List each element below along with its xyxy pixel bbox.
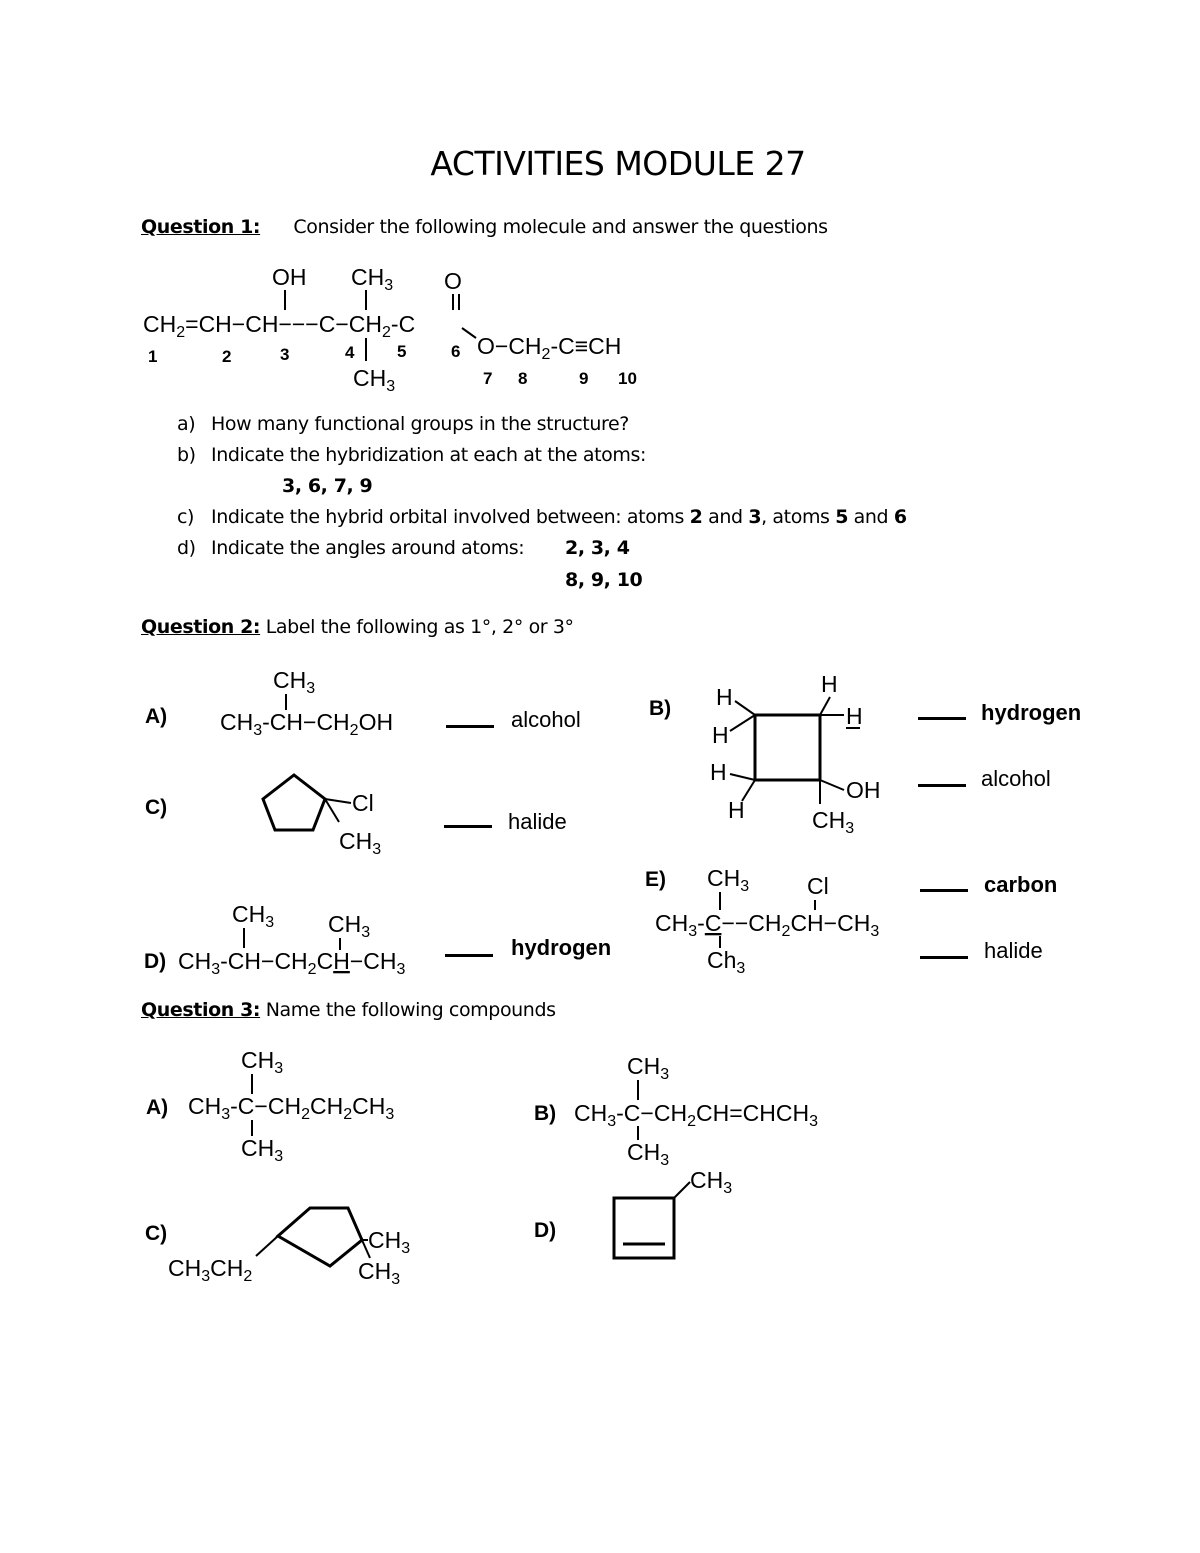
svg-text:Ch3: $Ch_3$ <box>707 947 746 977</box>
q2-structure-c <box>255 770 415 860</box>
atom-number-3: 3 <box>280 345 290 364</box>
q2-structure-b <box>700 668 900 838</box>
mol-ch3-bottom: $CH_3$ <box>353 365 396 395</box>
q2-a-blank <box>446 725 494 728</box>
q2-e-answer-1: carbon <box>984 872 1058 897</box>
q2-c-blank <box>444 825 492 828</box>
q3-part-d-label: D) <box>534 1219 557 1242</box>
q3-structure-c <box>140 1196 440 1296</box>
svg-text:H: H <box>716 684 733 710</box>
q1-item-c: c) Indicate the hybrid orbital involved between: atoms 2 and 3, atoms 5 and 6 <box>177 506 907 528</box>
svg-text:CH3-CH−CH2CH−CH3: $CH_3-CH-CH_2CH-CH_3$ <box>178 948 406 978</box>
svg-text:CH3: $CH_3$ <box>368 1227 411 1257</box>
q1-item-d-atoms-1: 2, 3, 4 <box>565 537 630 559</box>
q1-item-b: b) Indicate the hybridization at each at the atoms: <box>177 444 646 466</box>
q3-structure-b <box>530 1042 860 1172</box>
svg-text:H: H <box>821 671 838 697</box>
svg-text:H: H <box>728 797 745 823</box>
q2-b-blank-1 <box>918 717 966 720</box>
svg-text:CH3: $CH_3$ <box>358 1258 401 1288</box>
atom-number-2: 2 <box>222 347 232 366</box>
atom-number-8: 8 <box>518 369 528 388</box>
svg-text:Cl: Cl <box>807 873 829 899</box>
q3-structure-d <box>604 1156 754 1266</box>
svg-text:CH3CH2: $CH_3CH_2$ <box>168 1255 253 1285</box>
q2-part-b-label: B) <box>649 697 672 720</box>
atom-number-7: 7 <box>483 369 493 388</box>
q2-e-blank-2 <box>920 956 968 959</box>
question-1-heading <box>141 216 828 238</box>
svg-text:CH3-C−CH2CH=CHCH3: $CH_3-C-CH_2CH=CHCH_3$ <box>574 1100 818 1130</box>
svg-text:CH3: $CH_3$ <box>627 1053 670 1083</box>
question-2-text: Label the following as 1°, 2° or 3° <box>260 616 574 638</box>
question-1-molecule <box>140 258 680 398</box>
page-title: ACTIVITIES MODULE 27 <box>430 144 806 183</box>
svg-text:H: H <box>710 759 727 785</box>
q2-e-answer-2: halide <box>984 938 1043 963</box>
atom-number-10: 10 <box>618 369 637 388</box>
svg-text:CH3: $CH_3$ <box>232 901 275 931</box>
svg-text:CH3: $CH_3$ <box>812 807 855 837</box>
q2-structure-d <box>140 896 440 980</box>
q2-b-answer-2: alcohol <box>981 766 1051 791</box>
q2-d-blank <box>445 954 493 957</box>
svg-text:CH3: $CH_3$ <box>339 828 382 858</box>
q3-structure-a <box>140 1036 440 1166</box>
svg-text:Cl: Cl <box>352 790 374 816</box>
q2-part-e-label: E) <box>645 868 666 891</box>
q2-c-answer: halide <box>508 809 567 834</box>
question-1-label: Question 1: <box>141 216 261 238</box>
q2-structure-a <box>215 664 415 744</box>
q3-part-b-label: B) <box>534 1102 557 1125</box>
svg-text:H: H <box>846 703 863 729</box>
svg-text:CH3-C−−CH2CH−CH3: $CH_3-C--CH_2CH-CH_3$ <box>655 910 880 940</box>
mol-ester-chain: $O-CH_2-C\equiv CH$ <box>477 333 622 363</box>
q2-a-answer: alcohol <box>511 707 581 732</box>
mol-oh: OH <box>272 264 307 290</box>
q1-item-d-atoms-2: 8, 9, 10 <box>565 569 643 591</box>
q2-part-a-label: A) <box>145 705 168 728</box>
q2-part-d-label: D) <box>144 950 167 973</box>
atom-number-1: 1 <box>148 347 158 366</box>
q2-b-blank-2 <box>918 784 966 787</box>
question-3-text: Name the following compounds <box>260 999 556 1021</box>
question-3-heading <box>141 999 556 1021</box>
svg-text:CH3-CH−CH2OH: $CH_3-CH-CH_2OH$ <box>220 709 394 739</box>
q1-item-b-atoms: 3, 6, 7, 9 <box>282 475 373 497</box>
atom-number-4: 4 <box>345 343 355 362</box>
q1-item-d: d) Indicate the angles around atoms: <box>177 537 525 559</box>
q3-part-c-label: C) <box>145 1222 168 1245</box>
question-3-label: Question 3: <box>141 999 261 1021</box>
q3-part-a-label: A) <box>146 1096 169 1119</box>
mol-o-carbonyl: O <box>444 268 462 294</box>
svg-text:CH3: $CH_3$ <box>707 865 750 895</box>
svg-text:CH3: $CH_3$ <box>690 1167 733 1197</box>
question-2-heading <box>141 616 574 638</box>
q2-e-blank-1 <box>920 889 968 892</box>
q2-b-answer-1: hydrogen <box>981 700 1082 725</box>
svg-text:CH3-C−CH2CH2CH3: $CH_3-C-CH_2CH_2CH_3$ <box>188 1093 395 1123</box>
svg-text:CH3: $CH_3$ <box>627 1139 670 1169</box>
mol-ch2-vinyl: $CH_2=CH-CH---C-CH_2-C$ <box>143 311 416 341</box>
q2-d-answer: hydrogen <box>511 935 612 960</box>
svg-text:CH3: $CH_3$ <box>328 911 371 941</box>
q2-part-c-label: C) <box>145 796 168 819</box>
atom-number-9: 9 <box>579 369 589 388</box>
bond-c-o-ester <box>462 328 476 338</box>
svg-text:OH: OH <box>846 777 881 803</box>
question-2-label: Question 2: <box>141 616 261 638</box>
atom-number-5: 5 <box>397 342 407 361</box>
q1-item-a: a) How many functional groups in the structure? <box>177 413 629 435</box>
mol-ch3-top: $CH_3$ <box>351 264 394 294</box>
svg-text:CH3: $CH_3$ <box>241 1135 284 1165</box>
svg-text:H: H <box>712 722 729 748</box>
svg-text:CH3: $CH_3$ <box>241 1047 284 1077</box>
atom-number-6: 6 <box>451 342 461 361</box>
q2-structure-e <box>650 860 920 980</box>
svg-text:CH3: $CH_3$ <box>273 667 316 697</box>
question-1-text: Consider the following molecule and answer the questions <box>293 216 828 238</box>
